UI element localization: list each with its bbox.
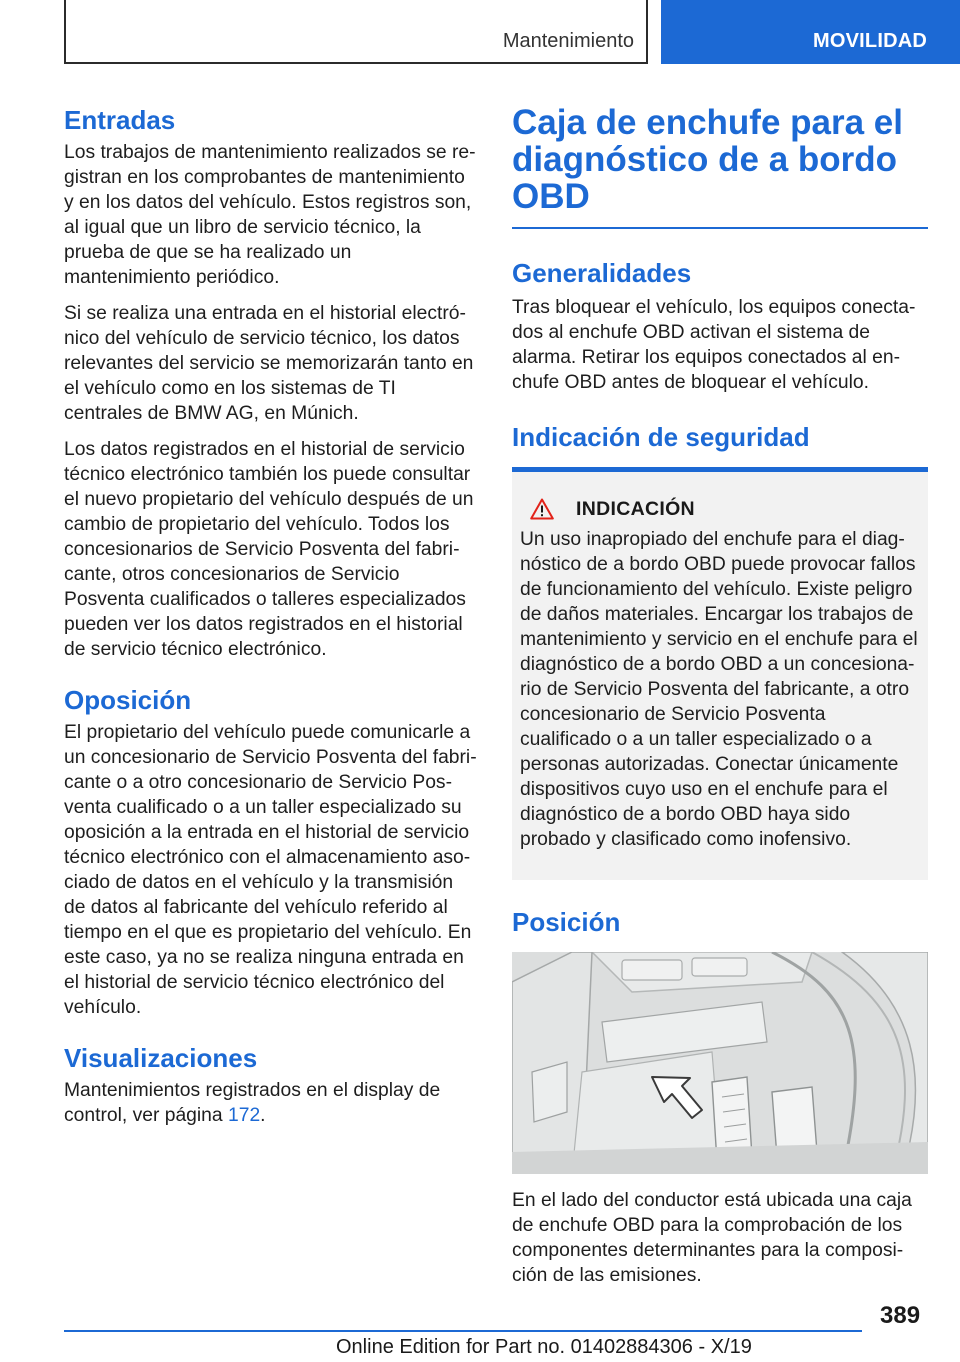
footer-edition-text: Online Edition for Part no. 01402884306 - X/19 — [336, 1336, 752, 1358]
title-divider — [512, 227, 928, 229]
generalidades-paragraph: Tras bloquear el vehículo, los equipos conectados al enchufe OBD activan el sistema de alarma. Retirar los equipos conectados al enchufe OBD antes de bloquear el vehículo. — [512, 296, 916, 393]
warning-box — [512, 472, 928, 880]
right-column — [512, 100, 928, 1299]
header-section-tab — [64, 0, 648, 64]
warning-label: INDICACIÓN — [576, 497, 695, 520]
footer-divider — [64, 1330, 862, 1332]
header-chapter-label: MOVILIDAD — [813, 30, 928, 52]
oposicion-paragraph: El propietario del vehículo puede comunicarle a un concesionario de Servicio Posventa del fabricante o a otro concesionario de Servicio Posventa cualificado o a un taller especializado su oposición a la entrada en el historial de servicio técnico electrónico con el almacenamiento asociado de datos en el vehículo y la transmisión de datos al fabricante del vehículo referido al tiempo en el que es propietario del vehículo. En este caso, ya no se realiza ninguna entrada en el historial de servicio técnico electrónico del vehículo. — [64, 722, 477, 1018]
warning-triangle-icon — [530, 498, 554, 520]
oposicion-heading: Oposición — [64, 685, 192, 715]
entradas-paragraph-1: Los trabajos de mantenimiento realizados se registran en los comprobantes de mantenimiento y en los datos del vehículo. Estos registros son, al igual que un libro de servicio técnico, la prueba de que se ha realizado un mantenimiento periódico. — [64, 142, 476, 288]
page-reference-link[interactable]: 172 — [228, 1105, 261, 1126]
obd-location-illustration — [512, 952, 928, 1174]
entradas-paragraph-2: Si se realiza una entrada en el historial electrónico del vehículo de servicio técnico, los datos relevantes del servicio se memorizarán tanto en el vehículo como en los sistemas de TI centrales de BMW AG, en Múnich. — [64, 303, 474, 424]
header-section-label: Mantenimiento — [502, 30, 634, 52]
generalidades-heading: Generalidades — [512, 257, 692, 288]
footwell-drawing — [512, 952, 928, 1174]
visualizaciones-heading: Visualizaciones — [64, 1043, 258, 1073]
posicion-caption: En el lado del conductor está ubicada una caja de enchufe OBD para la comprobación de los componentes determinantes para la composición de las emisiones. — [512, 1189, 912, 1286]
page-number: 389 — [880, 1302, 921, 1329]
obd-chapter-title: Caja de enchufe para el diagnóstico de a bordo OBD — [512, 103, 903, 216]
header-chapter-tab — [661, 0, 960, 64]
warning-text: Un uso inapropiado del enchufe para el diagnóstico de a bordo OBD puede provocar fallos de funcionamiento del vehículo. Existe peligro de daños materiales. Encargar los trabajos de mantenimiento y servicio en el enchufe para el diagnóstico de a bordo OBD a un concesionario de Servicio Posventa del fabricante, a otro concesionario de Servicio Posventa cualificado o a un taller especializado o a personas autorizadas. Conectar únicamente dispositivos cuyo uso en el enchufe para el diagnóstico de a bordo OBD haya sido probado y clasificado como inofensivo. — [520, 528, 918, 850]
warning-title-row — [530, 498, 920, 521]
seguridad-heading: Indicación de seguridad — [512, 421, 810, 452]
entradas-heading: Entradas — [64, 105, 176, 135]
visualizaciones-text: Mantenimientos registrados en el display de control, ver página — [64, 1080, 441, 1126]
entradas-paragraph-3: Los datos registrados en el historial de servicio técnico electrónico también los puede consultar el nuevo propietario del vehículo después de un cambio de propietario del vehículo. Todos los concesionarios de Servicio Posventa del fabricante, otros concesionarios de Servicio Posventa cualificados o talleres especializados pueden ver los datos registrados en el historial de servicio técnico electrónico. — [64, 439, 474, 660]
visualizaciones-end: . — [260, 1105, 266, 1126]
visualizaciones-paragraph — [64, 1078, 478, 1128]
posicion-heading: Posición — [512, 906, 621, 937]
left-column — [64, 100, 478, 1139]
